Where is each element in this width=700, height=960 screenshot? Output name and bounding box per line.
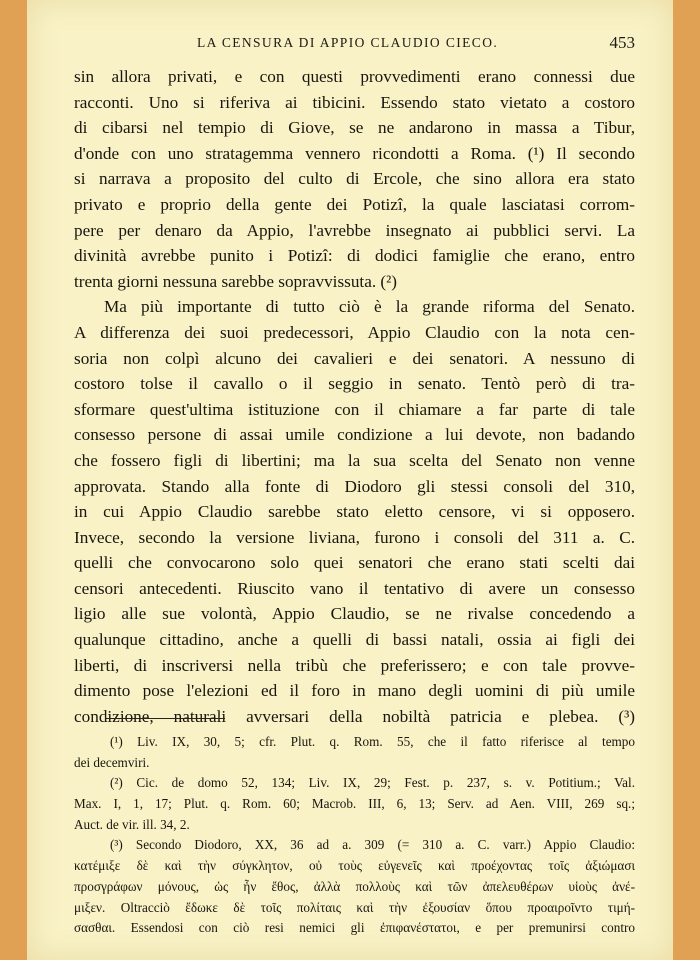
text-line: racconti. Uno si riferiva ai tibicini. Essendo stato vietato a costoro [74, 92, 635, 112]
text-line: approvata. Stando alla fonte di Diodoro gli stessi consoli del 310, [74, 476, 635, 496]
footnote-line: dei decemviri. [74, 754, 150, 770]
text-line: in cui Appio Claudio sarebbe stato eletto censore, vi si opposero. [74, 502, 635, 522]
text-line: dimento pose l'elezioni ed il foro in mano degli uomini di più umile [74, 681, 635, 701]
text-line: divinità avrebbe punito i Potizî: di dodici famiglie che erano, entro [74, 246, 635, 266]
book-page [27, 0, 673, 960]
text-line: censori antecedenti. Riuscito vano il tentativo di avere un consesso [74, 578, 635, 598]
text-line: consesso persone di assai umile condizione a lui devote, non badando [74, 425, 635, 445]
text-line: trenta giorni nessuna sarebbe sopravvissuta. (²) [74, 271, 398, 291]
main-text [74, 64, 635, 729]
running-title: LA CENSURA DI APPIO CLAUDIO CIECO. [197, 35, 499, 50]
text-line: di cibarsi nel tempio di Giove, se ne andarono in massa a Tibur, [74, 118, 635, 138]
text-line: quelli che convocarono solo quei senatori che erano stati scelti dai [74, 553, 635, 573]
footnote-line: Max. I, 1, 17; Plut. q. Rom. 60; Macrob. III, 6, 13; Serv. ad Aen. VIII, 269 sq.; [74, 796, 635, 812]
text-line: qualunque cittadino, anche a quelli di bassi natali, ossia ai figli dei [74, 630, 635, 650]
text-line: sformare quest'ultima istituzione con il chiamare a far parte di tale [74, 399, 635, 419]
text-line: sin allora privati, e con questi provvedimenti erano connessi due [74, 67, 635, 86]
text-line: privato e proprio della gente dei Potizî, la quale lasciatasi corrom- [74, 194, 635, 214]
footnote-line: σασθαι. Essendosi con ciò resi nemici gli ἐπιφανέστατοι, e per premunirsi contro [74, 920, 635, 936]
text-line: d'onde con uno stratagemma vennero ricondotti a Roma. (¹) Il secondo [74, 143, 635, 163]
page-number: 453 [609, 33, 635, 52]
footnote-line: προσγράφων μόνους, ὡς ἦν ἔθος, ἀλλὰ πολλοὺς καὶ τῶν ἀπελευθέρων υἱοὺς ἀνέ- [74, 878, 635, 894]
text-line: costoro tolse il cavallo o il seggio in senato. Tentò però di tra- [74, 374, 635, 394]
footnote-2: (²) Cic. de domo 52, 134; Liv. IX, 29; Fest. p. 237, s. v. Potitium.; Val. [110, 775, 635, 791]
text-line: liberti, di inscriversi nella tribù che preferissero; e con tale provve- [74, 655, 635, 675]
footnotes [74, 732, 635, 939]
page-header [27, 33, 673, 55]
footnote-1: (¹) Liv. IX, 30, 5; cfr. Plut. q. Rom. 55, che il fatto riferisce al tempo [110, 734, 635, 749]
footnote-line: μιξεν. Oltracciò ἔδωκε δὲ τοῖς πολίταις καὶ τὴν ἐξουσίαν ὅπου προαιροῖντο τιμή- [74, 899, 635, 915]
footnote-3: (³) Secondo Diodoro, XX, 36 ad a. 309 (= 310 a. C. varr.) Appio Claudio: [110, 837, 635, 853]
footnote-line: κατέμιξε δὲ καὶ τὴν σύγκλητον, οὐ τοὺς εὐγενεῖς καὶ προέχοντας τοῖς ἀξιώμασι [74, 858, 635, 874]
text-line: A differenza dei suoi predecessori, Appio Claudio con la nota cen- [74, 322, 635, 342]
text-line: che fossero figli di libertini; ma la sua scelta del Senato non venne [74, 450, 635, 470]
footnote-divider [105, 718, 225, 719]
text-line: ligio alle sue volontà, Appio Claudio, se ne rivalse concedendo a [74, 604, 635, 624]
text-line: condizione, naturali avversari della nobiltà patricia e plebea. (³) [74, 706, 635, 726]
text-line: si narrava a proposito del culto di Ercole, che sino allora era stato [74, 169, 635, 189]
footnote-line: Auct. de vir. ill. 34, 2. [74, 816, 190, 832]
text-line: pere per denaro da Appio, l'avrebbe insegnato ai pubblici servi. La [74, 220, 635, 240]
text-line: soria non colpì alcuno dei cavalieri e dei senatori. A nessuno di [74, 348, 635, 368]
paragraph-start-line: Ma più importante di tutto ciò è la grande riforma del Senato. [104, 297, 635, 317]
text-line: Invece, secondo la versione liviana, furono i consoli del 311 a. C. [74, 527, 635, 547]
